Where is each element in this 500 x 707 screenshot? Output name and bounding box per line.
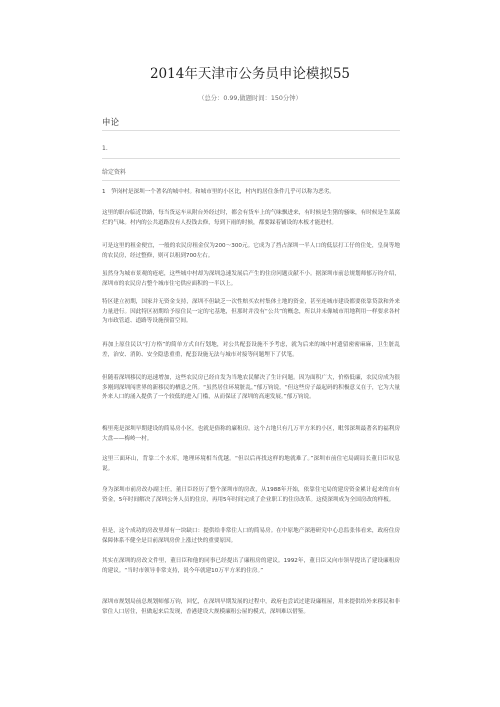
divider bbox=[102, 158, 400, 159]
material-paragraph: 可是这里的租金便宜，一般的农民房租金仅为200～300元。它成为了挡占深圳一半人口的低层打工仔的住处，皇岗等地的农民房，经过整修，则可以租到700左右。 bbox=[102, 243, 400, 259]
material-paragraph: 这里的职台临近铁路，每当货运车从附台外经过时，都会有货车上的气味飘进来，有时候是生猪的骚味，有时候是生菜腐烂的气味。村内的公共道路没有人投钱去修，每到下雨的时候，都要踩着铺设的木板才能进村。 bbox=[102, 210, 400, 226]
question-number: 1. bbox=[102, 145, 108, 152]
exam-meta: （总分：0.99,做题时间：150分钟） bbox=[198, 95, 302, 102]
document-title: 2014年天津市公务员申论模拟55 bbox=[149, 66, 351, 82]
material-paragraph: 梅里苑是深圳早期建设的简易房小区，也就是俗称的廉租房。这个占地只有几万平方米的小区，毗邻深圳最著名的福利房大盘——梅岭一村。 bbox=[102, 426, 400, 442]
material-paragraph: 虽然身为城市景观的疮疤，这些城中村却为深圳急速发展后产生的住房问题贡献不小。据深圳市前总规划师郁万钧介绍，深圳市的农民房占整个城市住宅供应面积的一半以上。 bbox=[102, 271, 400, 287]
divider bbox=[102, 130, 400, 131]
material-label: 给定资料 bbox=[102, 169, 127, 176]
divider bbox=[102, 180, 400, 181]
material-paragraph: 其实在深圳的房改文件里，董日臣和他的同事已经提出了廉租房的建议。1992年，董日臣又向市领导提出了建设廉租房的建议。“当时市领导非常支持，说今年就建10万平方米的住房。” bbox=[102, 558, 400, 574]
material-paragraph: 特区建立初期，国家并无资金支持，深圳不但缺乏一次性赔买农村集体土地的资金，甚至连城市建设都要依靠贷款和外来力量进行。因此特区初期给予原住民一定的宅基地，但那时并没有“公共”的概念，所以并未像城市用地利用一样要求各村为市政管道、道路等设施预留空间。 bbox=[102, 299, 400, 325]
section-heading: 申论 bbox=[102, 118, 120, 128]
material-paragraph: 但是，这个成功的房改里却有一块缺口：提供给非常住人口的简易房。在中原地产深港研究中心总监张伟看来，政府住房保障体系不健全是目前深圳房价上涨过快的重要原因。 bbox=[102, 528, 400, 544]
material-paragraph: 深圳市规划局前总规划师郁万钧，回忆，在深圳早期发展的过程中，政府也尝试过建设廉租屋，用来提供给外来移民和非常住人口居住，但做起来后发现，香港建设大规模廉租公屋的模式，深圳难以借鉴。 bbox=[102, 599, 400, 615]
material-paragraph: 再加上原住民以“打方格”的简单方式自行划地，对公共配套设施不予考虑，就为后来的城中村遗留密密麻麻，卫生脏乱差，治安、消防、安全隐患重重，配套设施无法与城市对接等问题埋下了伏笔。 bbox=[102, 342, 400, 358]
material-paragraph: 身为深圳市前房改办副主任，董日臣经历了整个深圳市的房改，从1988年开始，依靠住宅局的建房资金累计起来的自有资金，5年时间解决了深圳公务人员的住房，再用5年时间完成了企业职工的住房改革。这使深圳成为全国房改的样板。 bbox=[102, 487, 400, 503]
material-paragraph: 1 笋岗村是深圳一个著名的城中村。和城市里的小区比，村内的居住条件几乎可以称为恶劣。 bbox=[102, 189, 335, 195]
material-paragraph: 这里三面环山，背靠二个水库，地理环境相当优越。“但以后再找这样的地就难了。”深圳市前住宅局副局长董日臣叹息说。 bbox=[102, 456, 400, 472]
material-paragraph: 但随着深圳移民的迅速增加，这些农民房已经自发为当地农民解决了生计问题。因为面积广大，价格低廉，农民房成为很多刚到深圳闯世界的新移民的栖息之所。“虽然居住环境脏乱，”郁万钧说，“但这些房子最起码的积极意义在于，它为大量外来人口的涌入提供了一个较低的进入门槛，从而保证了深圳的高速发展。”郁万钧说。 bbox=[102, 375, 400, 401]
